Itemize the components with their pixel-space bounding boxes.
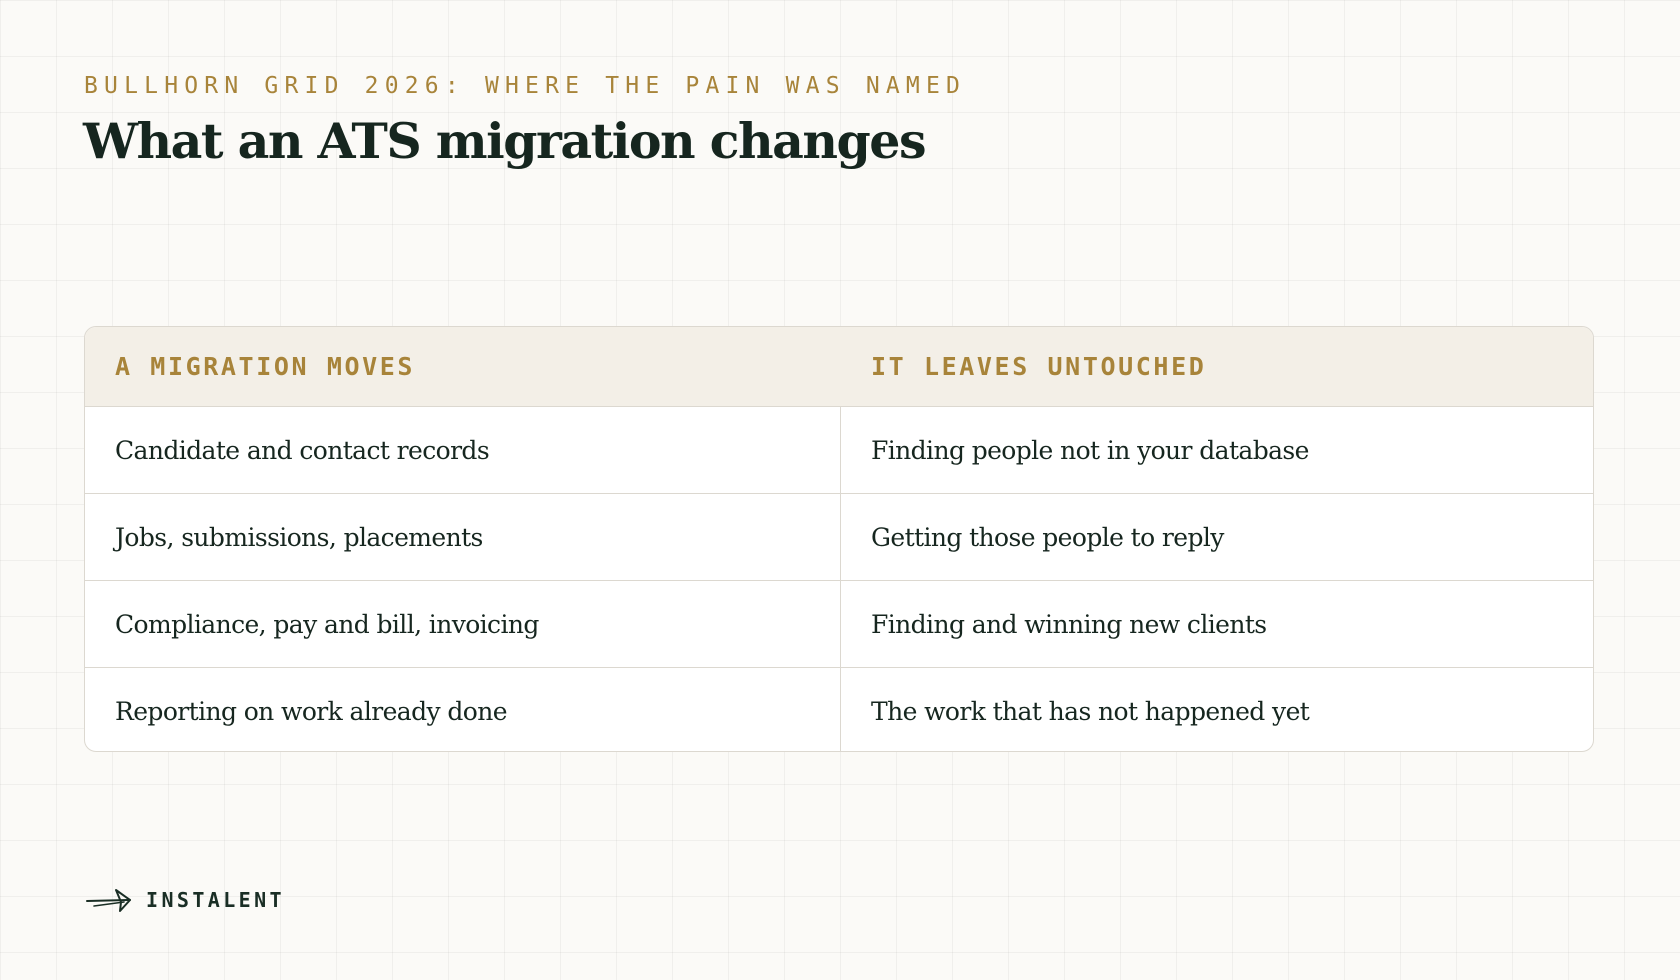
table-cell-moves: Jobs, submissions, placements [85,494,841,580]
table-row [85,494,1593,581]
table-row [85,407,1593,494]
page-title: What an ATS migration changes [83,112,926,170]
comparison-table [84,326,1594,752]
table-header [85,327,1593,407]
table-cell-untouched: Finding and winning new clients [871,609,1267,639]
brand-name: INSTALENT [146,888,285,912]
table-cell-untouched: Getting those people to reply [871,522,1224,552]
table-cell-untouched: The work that has not happened yet [871,696,1310,726]
table-cell-moves: Reporting on work already done [85,668,841,752]
paper-plane-arrow-icon [86,887,132,913]
eyebrow-subtitle: BULLHORN GRID 2026: WHERE THE PAIN WAS NAMED [84,73,967,99]
table-cell-moves: Candidate and contact records [85,407,841,493]
column-header-migration-moves: A MIGRATION MOVES [115,352,416,381]
table-cell-untouched: Finding people not in your database [871,435,1309,465]
table-row [85,668,1593,752]
table-cell-moves: Compliance, pay and bill, invoicing [85,581,841,667]
column-header-leaves-untouched: IT LEAVES UNTOUCHED [871,352,1207,381]
brand-logo [86,887,285,913]
table-row [85,581,1593,668]
